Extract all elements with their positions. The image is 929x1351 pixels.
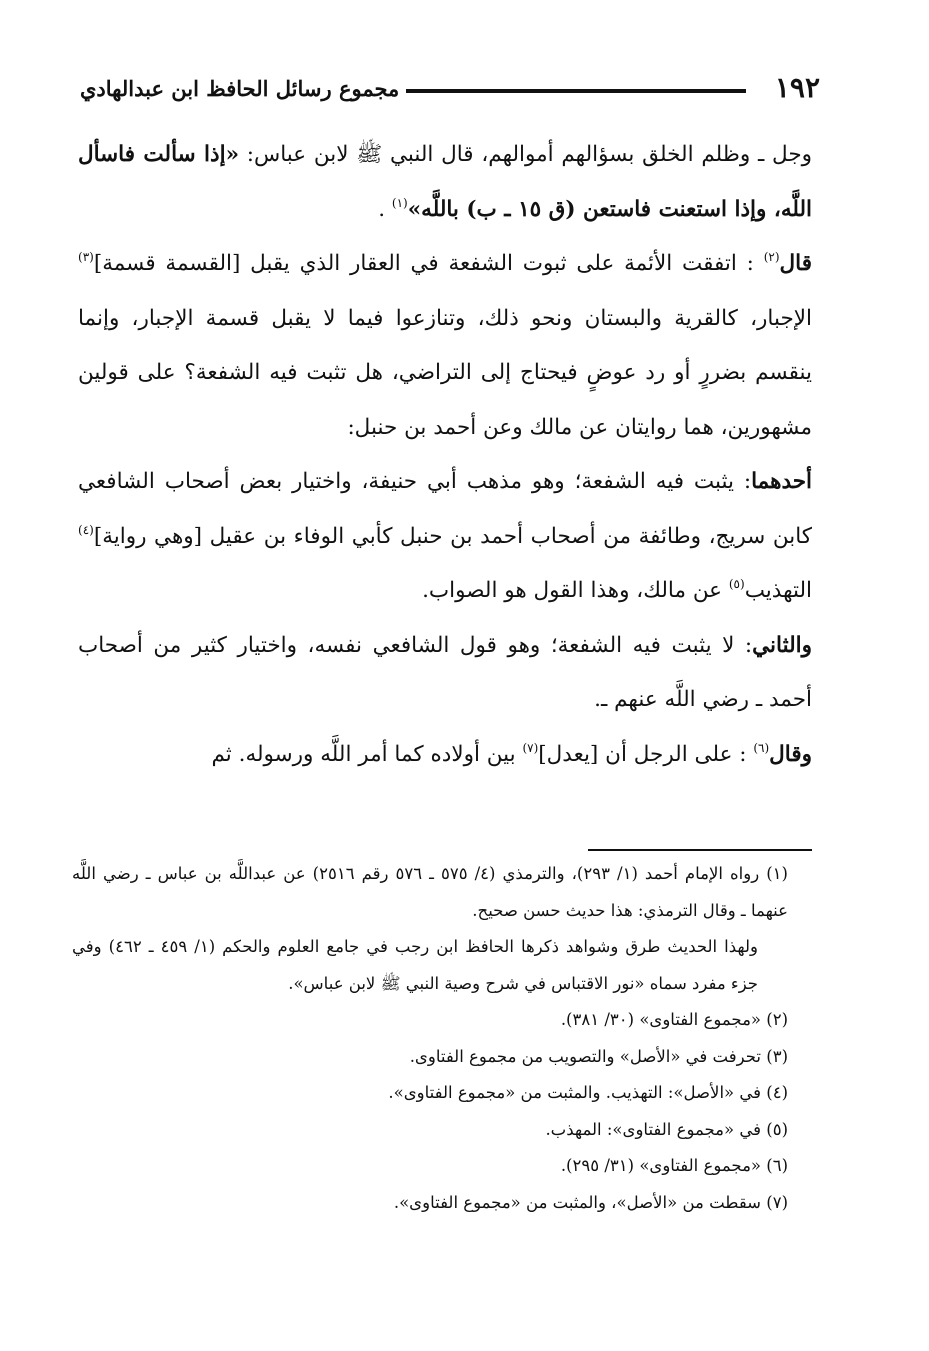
footnote-ref-6: (٦) (753, 740, 770, 755)
footnote-4: (٤) في «الأصل»: التهذيب. والمثبت من «مجموع الفتاوى». (388, 1083, 788, 1102)
paragraph-3 (78, 455, 812, 619)
footnote-ref-3: (٣) (78, 250, 94, 264)
footnote-1-continued: ولهذا الحديث طرق وشواهد ذكرها الحافظ ابن رجب في جامع العلوم والحكم (١/ ٤٥٩ ـ ٤٦٢) وفي جزء مفرد سماه «نور الاقتباس في شرح وصية النبي ﷺ لابن عباس». (72, 937, 759, 993)
p5-lead: وقال (769, 741, 812, 767)
footnote-ref-5: (٥) (728, 577, 745, 591)
page-number: ١٩٢ (774, 71, 820, 104)
p3-text-a: : يثبت فيه الشفعة؛ وهو مذهب أبي حنيفة، واختيار بعض أصحاب الشافعي كابن سريج، وطائفة من أصحاب أحمد بن حنبل كأبي الوفاء بن عقيل [وهي رواية] (78, 469, 812, 549)
footnote-3: (٣) تحرفت في «الأصل» والتصويب من مجموع الفتاوى. (409, 1046, 788, 1066)
footnote-ref-7: (٧) (522, 740, 539, 755)
footnote-ref-4: (٤) (78, 522, 94, 537)
footnote-ref-1: (١) (391, 195, 408, 210)
paragraph-5 (78, 728, 812, 783)
p1-hadith-quote: «إذا سألت فاسأل اللَّه، وإذا استعنت فاستعن (ق ١٥ ـ ب) باللَّه» (78, 142, 812, 222)
footnote-1: (١) رواه الإمام أحمد (١/ ٢٩٣)، والترمذي (٤/ ٥٧٥ ـ ٥٧٦ رقم ٢٥١٦) عن عبداللَّه بن عباس ـ رضي اللَّه عنهما ـ وقال الترمذي: هذا حديث حسن صحيح. (72, 864, 788, 920)
p2-text-b: الإجبار، كالقرية والبستان ونحو ذلك، وتنازعوا فيما لا يقبل قسمة الإجبار، وإنما ينقسم بضررٍ أو رد عوضٍ فيحتاج إلى التراضي، هل تثبت فيه الشفعة؟ على قولين مشهورين، هما روايتان عن مالك وعن أحمد بن حنبل: (78, 305, 812, 440)
p3-text-b: التهذيب (744, 578, 812, 603)
header-rule (406, 89, 746, 93)
p2-text-a: : اتفقت الأئمة على ثبوت الشفعة في العقار الذي يقبل [القسمة قسمة] (93, 251, 764, 276)
p1-end: . (378, 196, 392, 222)
footnote-ref-2: (٢) (763, 250, 780, 264)
main-text (78, 128, 812, 782)
footnote-2: (٢) «مجموع الفتاوى» (٣٠/ ٣٨١). (560, 1010, 788, 1029)
p5-text-b: بين أولاده كما أمر اللَّه ورسوله. ثم (211, 741, 523, 767)
p1-text: وجل ـ وظلم الخلق بسؤالهم أموالهم، قال النبي ﷺ لابن عباس: (239, 142, 813, 167)
paragraph-1 (78, 128, 812, 237)
p4-lead: والثاني (752, 632, 812, 658)
footnotes (72, 856, 788, 1221)
footnote-5: (٥) في «مجموع الفتاوى»: المهذب. (545, 1119, 788, 1139)
running-title: مجموع رسائل الحافظ ابن عبدالهادي (80, 76, 400, 101)
paragraph-2 (78, 237, 812, 455)
page-header (80, 70, 820, 110)
footnote-7: (٧) سقطت من «الأصل»، والمثبت من «مجموع الفتاوى». (393, 1192, 788, 1212)
paragraph-4 (78, 619, 812, 728)
p4-text: : لا يثبت فيه الشفعة؛ وهو قول الشافعي نفسه، واختيار كثير من أصحاب أحمد ـ رضي اللَّه عنهم ـ. (78, 632, 812, 712)
p3-lead: أحدهما (751, 469, 812, 494)
footnote-separator (588, 849, 812, 851)
p5-text-a: : على الرجل أن [يعدل] (538, 741, 754, 767)
p3-text-c: عن مالك، وهذا القول هو الصواب. (422, 578, 729, 603)
p2-lead: قال (779, 251, 812, 276)
footnote-6: (٦) «مجموع الفتاوى» (٣١/ ٢٩٥). (560, 1156, 788, 1175)
